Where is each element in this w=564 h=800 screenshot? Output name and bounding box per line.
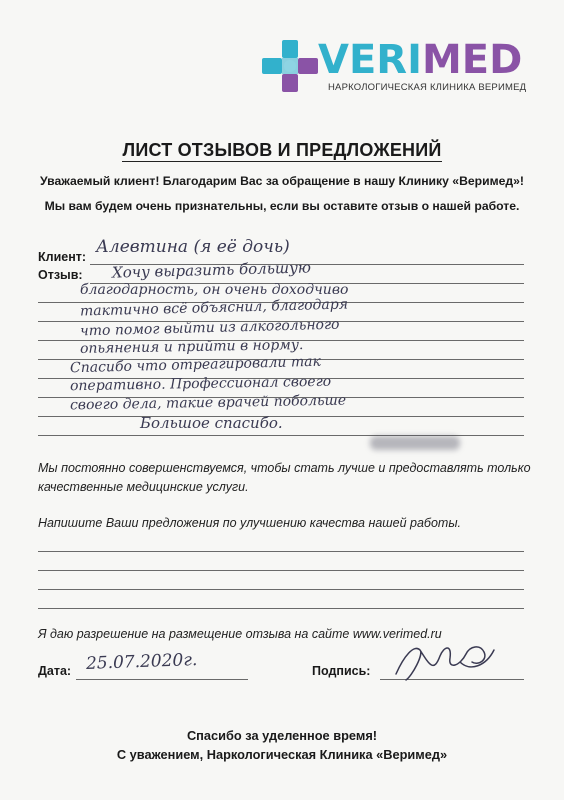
review-handwritten-line[interactable]: Хочу выразить большую <box>111 258 312 282</box>
logo-subtitle: НАРКОЛОГИЧЕСКАЯ КЛИНИКА ВЕРИМЕД <box>328 82 527 93</box>
medical-cross-icon <box>262 40 320 92</box>
review-handwritten-line[interactable]: Большое спасибо. <box>140 414 283 432</box>
ink-smudge <box>370 436 460 450</box>
review-handwritten-line[interactable]: оперативно. Профессионал своего <box>69 373 332 395</box>
review-label: Отзыв: <box>38 268 83 282</box>
improvement-note-line-1: Мы постоянно совершенствуемся, чтобы стать лучше и предоставлять только <box>38 461 531 475</box>
client-label: Клиент: <box>38 250 87 264</box>
suggestions-label: Напишите Ваши предложения по улучшению качества нашей работы. <box>38 516 461 530</box>
suggestions-line[interactable] <box>38 570 524 571</box>
intro-line-1: Уважаемый клиент! Благодарим Вас за обращение в нашу Клинику «Веримед»! <box>40 174 524 188</box>
review-handwritten-line[interactable]: тактично всё объяснил, благодаря <box>79 296 349 320</box>
review-handwritten-line[interactable]: что помог выйти из алкогольного <box>79 316 340 340</box>
improvement-note-line-2: качественные медицинские услуги. <box>38 480 249 494</box>
footer-regards: С уважением, Наркологическая Клиника «Веримед» <box>116 747 448 762</box>
intro-line-2: Мы вам будем очень признательны, если вы оставите отзыв о нашей работе. <box>44 199 520 213</box>
suggestions-line[interactable] <box>38 608 524 609</box>
handwritten-signature <box>390 636 500 686</box>
review-handwritten-line[interactable]: Спасибо что отреагировали так <box>69 353 322 377</box>
date-line <box>76 679 248 680</box>
suggestions-line[interactable] <box>38 589 524 590</box>
form-title: ЛИСТ ОТЗЫВОВ И ПРЕДЛОЖЕНИЙ <box>122 140 442 160</box>
permission-text: Я даю разрешение на размещение отзыва на сайте www.verimed.ru <box>38 627 442 641</box>
review-handwritten-line[interactable]: опьянения и прийти в норму. <box>79 337 304 357</box>
clinic-logo <box>262 38 532 102</box>
review-handwritten-line[interactable]: своего дела, такие врачей побольше <box>69 392 347 414</box>
client-handwritten-value[interactable]: Алевтина (я её дочь) <box>96 237 290 257</box>
footer-thanks: Спасибо за уделенное время! <box>186 728 378 743</box>
review-handwritten-line[interactable]: благодарность, он очень доходчиво <box>80 282 349 298</box>
date-label: Дата: <box>38 664 72 678</box>
logo-wordmark: VERIMED <box>318 37 523 83</box>
suggestions-line[interactable] <box>38 551 524 552</box>
date-handwritten-value[interactable]: 25.07.2020г. <box>85 650 198 674</box>
signature-label: Подпись: <box>312 664 371 678</box>
